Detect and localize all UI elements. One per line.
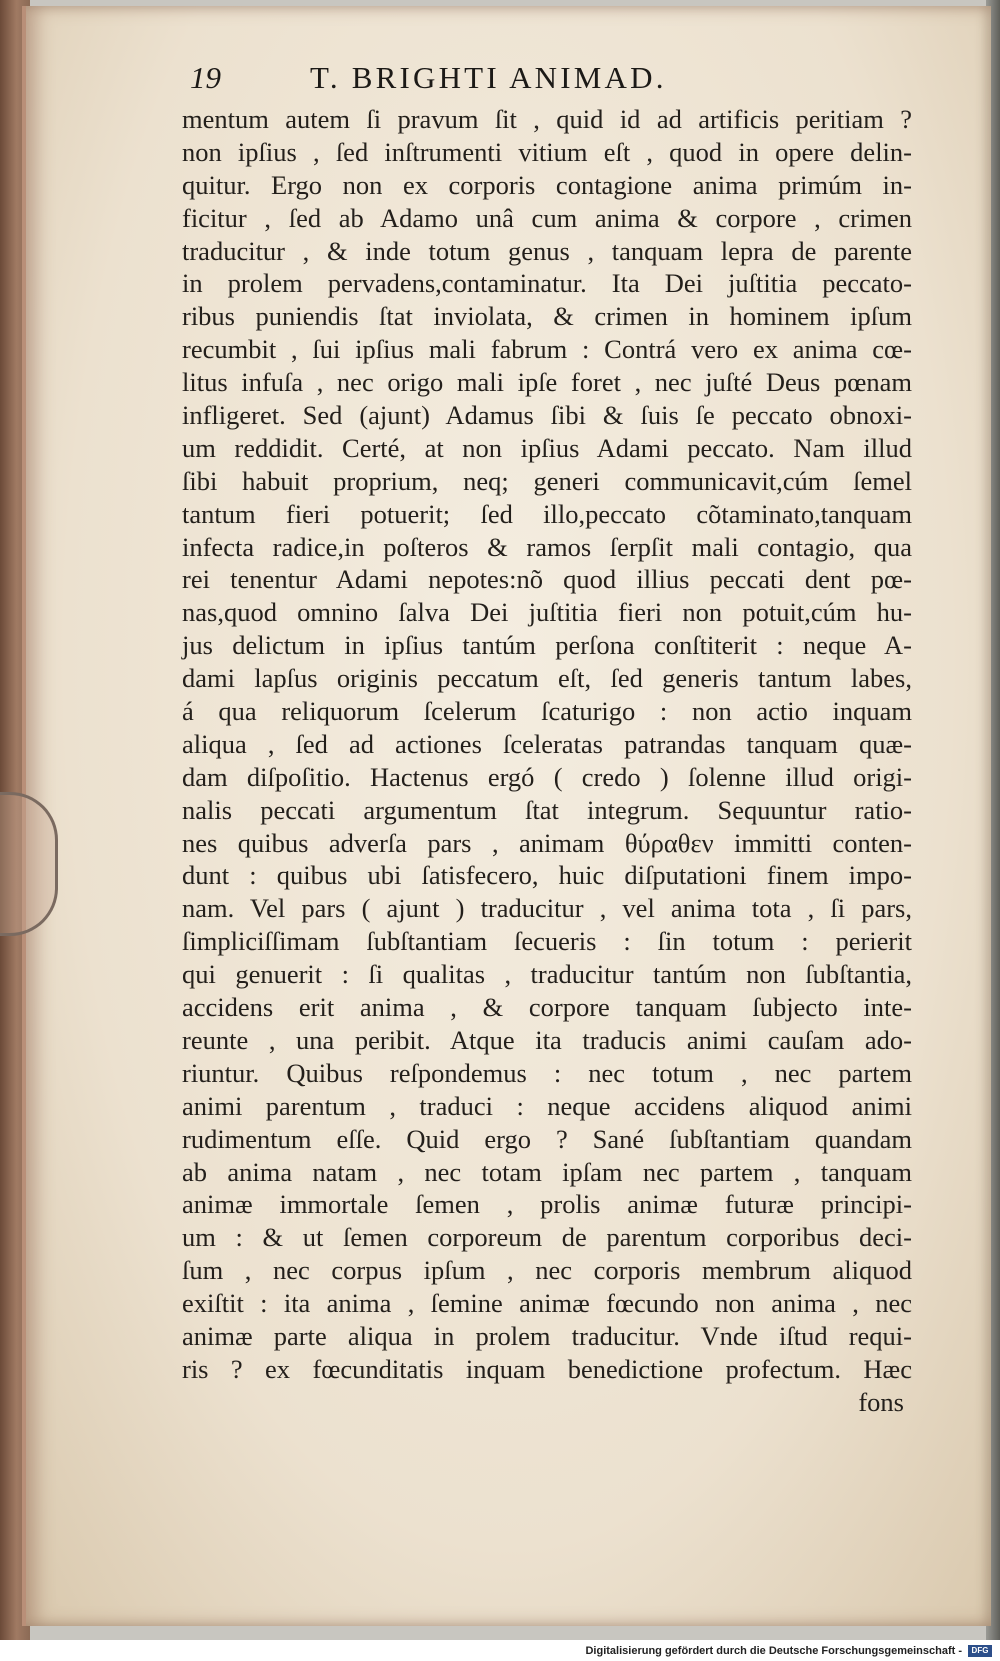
text-line: non ipſius , ſed inſtrumenti vitium eſt , quod in opere delin-	[182, 136, 912, 167]
text-line: ſum , nec corpus ipſum , nec corporis membrum aliquod	[182, 1255, 912, 1286]
text-block	[182, 103, 912, 1419]
book-clasp	[0, 792, 58, 936]
text-line: nam. Vel pars ( ajunt ) traducitur , vel anima tota , ſi pars,	[182, 893, 912, 924]
text-line: aliqua , ſed ad actiones ſceleratas patrandas tanquam quæ-	[182, 728, 912, 759]
page-number: 19	[190, 60, 221, 95]
text-line: ſimpliciſſimam ſubſtantiam ſecueris : ſin totum : perierit	[182, 926, 912, 957]
text-line: ficitur , ſed ab Adamo unâ cum anima & corpore , crimen	[182, 202, 912, 233]
footer-credit: Digitalisierung gefördert durch die Deutsche Forschungsgemeinschaft -	[585, 1644, 962, 1657]
text-line: nalis peccati argumentum ſtat integrum. Sequuntur ratio-	[182, 794, 912, 825]
text-line: ris ? ex fœcunditatis inquam benedictione profectum. Hæc	[182, 1353, 912, 1384]
text-line: nes quibus adverſa pars , animam θύραθεν immitti conten-	[182, 827, 912, 858]
text-line: rei tenentur Adami nepotes:nõ quod illius peccati dent pœ-	[182, 564, 912, 595]
text-line: recumbit , ſui ipſius mali fabrum : Contrá vero ex anima cœ-	[182, 334, 912, 365]
text-line: rudimentum eſſe. Quid ergo ? Sané ſubſtantiam quandam	[182, 1123, 912, 1154]
text-line: quitur. Ergo non ex corporis contagione anima primúm in-	[182, 169, 912, 200]
text-line: jus delictum in ipſius tantúm perſona conſtiterit : neque A-	[182, 630, 912, 661]
text-line: in prolem pervadens,contaminatur. Ita Dei juſtitia peccato-	[182, 268, 912, 299]
text-line: nas,quod omnino ſalva Dei juſtitia fieri non potuit,cúm hu-	[182, 597, 912, 628]
text-line: ab anima natam , nec totam ipſam nec partem , tanquam	[182, 1156, 912, 1187]
text-line: ſibi habuit proprium, neq; generi communicavit,cúm ſemel	[182, 465, 912, 496]
dfg-logo-icon: DFG	[968, 1645, 992, 1657]
text-line: á qua reliquorum ſcelerum ſcaturigo : non actio inquam	[182, 696, 912, 727]
text-line: um reddidit. Certé, at non ipſius Adami peccato. Nam illud	[182, 432, 912, 463]
text-line: animæ parte aliqua in prolem traducitur. Vnde iſtud requi-	[182, 1320, 912, 1351]
text-line: ribus puniendis ſtat inviolata, & crimen in hominem ipſum	[182, 301, 912, 332]
text-line: animæ immortale ſemen , prolis animæ futuræ principi-	[182, 1189, 912, 1220]
text-line: mentum autem ſi pravum ſit , quid id ad artificis peritiam ?	[182, 104, 912, 134]
text-line: um : & ut ſemen corporeum de parentum corporibus deci-	[182, 1222, 912, 1253]
text-line: dam diſpoſitio. Hactenus ergó ( credo ) ſolenne illud origi-	[182, 761, 912, 792]
text-line: animi parentum , traduci : neque accidens aliquod animi	[182, 1090, 912, 1121]
digitization-footer	[0, 1640, 1000, 1661]
text-line: qui genuerit : ſi qualitas , traducitur tantúm non ſubſtantia,	[182, 959, 912, 990]
text-line: litus infuſa , nec origo mali ipſe foret , nec juſté Deus pœnam	[182, 367, 912, 398]
text-line: dunt : quibus ubi ſatisfecero, huic diſputationi finem impo-	[182, 860, 912, 891]
text-line: infecta radice,in poſteros & ramos ſerpſit mali contagio, qua	[182, 531, 912, 562]
text-line: accidens erit anima , & corpore tanquam ſubjecto inte-	[182, 992, 912, 1023]
running-title: T. BRIGHTI ANIMAD.	[310, 60, 667, 95]
text-line: tantum fieri potuerit; ſed illo,peccato cõtaminato,tanquam	[182, 498, 912, 529]
text-line: traducitur , & inde totum genus , tanquam lepra de parente	[182, 235, 912, 266]
text-line: dami lapſus originis peccatum eſt, ſed generis tantum labes,	[182, 663, 912, 694]
text-line: exiſtit : ita anima , ſemine animæ fœcundo non anima , nec	[182, 1288, 912, 1319]
text-line: riuntur. Quibus reſpondemus : nec totum , nec partem	[182, 1057, 912, 1088]
running-head	[190, 60, 830, 100]
text-line: reunte , una peribit. Atque ita traducis animi cauſam ado-	[182, 1024, 912, 1055]
text-line: infligeret. Sed (ajunt) Adamus ſibi & ſuis ſe peccato obnoxi-	[182, 400, 912, 431]
catchword: fons	[858, 1386, 904, 1417]
